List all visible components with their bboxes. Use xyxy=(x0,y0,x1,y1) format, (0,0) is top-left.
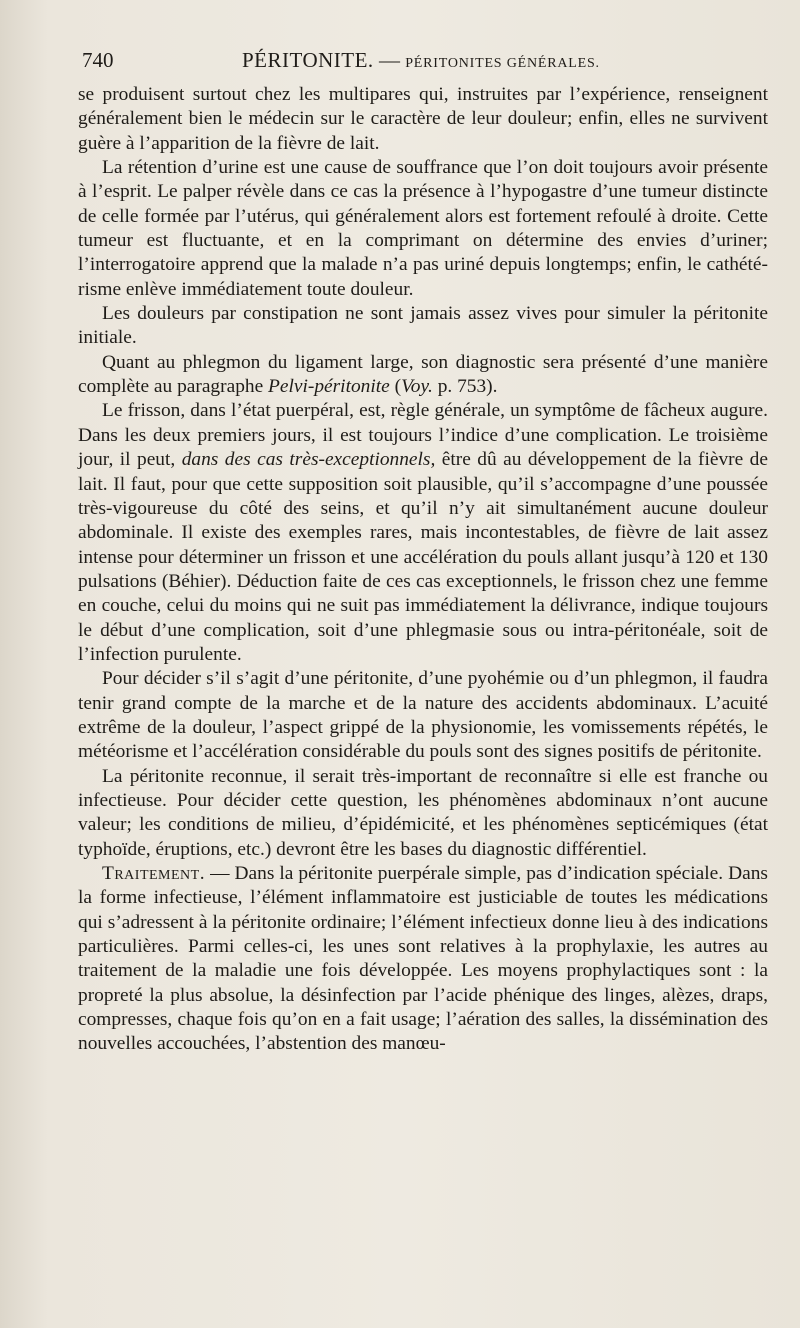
chapter-title: PÉRITONITE. xyxy=(242,48,374,72)
paragraph-differential: Pour décider s’il s’agit d’une péritonite, d’une pyohémie ou d’un phlegmon, il faudra tenir grand compte de la marche et de la nature des accidents abdominaux. L’acuité extrême de la douleur, l’aspect grippé de la physionomie, les vomissements répétés, le météorisme et l’accélération considérable du pouls sont des signes positifs de péritonite. xyxy=(78,668,768,763)
paragraph-retention-urine: La rétention d’urine est une cause de souffrance que l’on doit toujours avoir présente à l’esprit. Le palper révèle dans ce cas la présence à l’hypogastre d’une tumeur distincte de celle formée par l’utérus, qui généralement alors est fortement refoulé à droite. Cette tumeur est fluctuante, et en la comprimant on détermine des envies d’uriner; l’interrogatoire apprend que la malade n’a pas uriné depuis longtemps; enfin, le cathétérisme enlève immédiatement toute douleur. xyxy=(78,157,768,300)
emphasis-text: dans des cas très-exceptionnels, xyxy=(181,449,436,471)
cross-reference-title: Pelvi-péritonite xyxy=(268,376,390,398)
running-head xyxy=(82,45,750,75)
section-subtitle: PÉRITONITES GÉNÉRALES. xyxy=(405,56,600,71)
page-number: 740 xyxy=(82,48,114,72)
paragraph-phlegmon: Quant au phlegmon du ligament large, son diagnostic sera présenté d’une manière complète au paragraphe Pelvi-péritonite (Voy. p. 753). xyxy=(78,351,768,398)
section-label-traitement: Traitement. xyxy=(102,863,206,884)
running-title xyxy=(242,45,600,79)
paragraph-frisson: Le frisson, dans l’état puerpéral, est, règle générale, un symptôme de fâcheux augure. Dans les deux premiers jours, il est toujours l’indice d’une complication. Le troisième jour, il peut, dans des cas très-exceptionnels, être dû au développement de la fièvre de lait. Il faut, pour que cette supposition soit plausible, qu’il s’accompagne d’une poussée très-vigoureuse du côté des seins, et qu’il n’y ait simultanément aucune douleur abdominale. Il existe des exemples rares, mais incontestables, de fièvre de lait assez intense pour déterminer un frisson et une accélération du pouls allant jusqu’à 120 et 130 pulsations (Béhier). Déduction faite de ces cas exceptionnels, le frisson chez une femme en couche, celui du moins qui ne suit pas immédiatement la délivrance, indique toujours le début d’une complication, soit d’une phlegmasie sous ou intra-péritonéale, soit de l’infection purulente. xyxy=(78,400,768,665)
paragraph-treatment: Traitement. — Dans la péritonite puerpérale simple, pas d’indication spéciale. Dans la forme infectieuse, l’élément inflammatoire est justiciable de toutes les médications qui s’adressent à la péritonite ordinaire; l’élément infectieux donne lieu à des indications particulières. Parmi celles-ci, les unes sont relatives à la prophylaxie, les autres au traitement de la maladie une fois développée. Les moyens prophylactiques sont : la propreté la plus absolue, la désinfection par l’acide phénique des linges, alèzes, draps, compresses, chaque fois qu’on en a fait usage; l’aération des salles, la dissémination des nouvelles accouchées, l’abstention des manœu- xyxy=(78,863,768,1055)
paragraph-continuation: se produisent surtout chez les multipares qui, instruites par l’expérience, renseignent généralement bien le médecin sur le caractère de leur douleur; enfin, elles ne survivent guère à l’apparition de la fièvre de lait. xyxy=(78,84,768,154)
paragraph-constipation: Les douleurs par constipation ne sont jamais assez vives pour simuler la péritonite initiale. xyxy=(78,303,768,349)
paragraph-infectious: La péritonite reconnue, il serait très-important de reconnaître si elle est franche ou infectieuse. Pour décider cette question, les phénomènes abdominaux n’ont aucune valeur; les conditions de milieu, d’épidémicité, et les phénomènes septicémiques (état typhoïde, éruptions, etc.) devront être les bases du diagnostic différentiel. xyxy=(78,765,768,860)
title-separator: — xyxy=(378,48,400,72)
body-text xyxy=(78,83,768,1057)
